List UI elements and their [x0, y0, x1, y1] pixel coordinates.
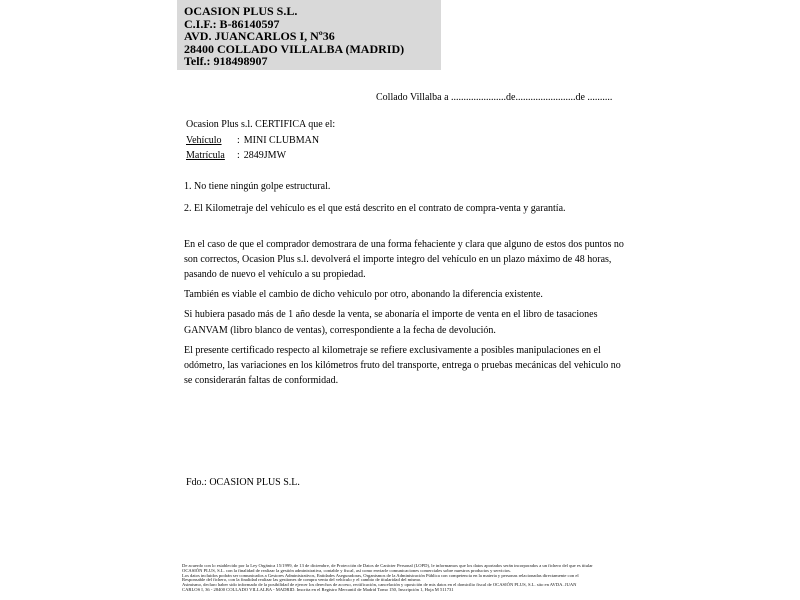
- certification-block: [186, 117, 335, 164]
- numbered-points: [184, 179, 566, 216]
- company-phone: Telf.: 918498907: [184, 54, 268, 69]
- legal-line-2: OCASIÓN PLUS, S.L. con la finalidad de realizar la gestión administrativa, contable y fiscal, así como enviarle comunicaciones comerciales sobre nuestros productos y servicios.: [182, 567, 511, 573]
- vehicle-line: [186, 133, 335, 149]
- company-cif: C.I.F.: B-86140597: [184, 16, 280, 31]
- legal-line-4: Responsable del fichero, con la finalidad realizar las gestiones de compra venta del vehículo y el cambio de titularidad del mismo.: [182, 577, 422, 583]
- paragraph-exchange: También es viable el cambio de dicho vehiculo por otro, abonando la diferencia existente.: [184, 289, 543, 301]
- paragraph-odometer: El presente certificado respecto al kilometraje se refiere exclusivamente a posibles manipulaciones en el odómetro, las variaciones en los kilómetros fruto del transporte, entrega o pruebas mecánicas del vehiculo no se considerarán faltas de conformidad.: [184, 344, 621, 387]
- plate-value: 2849JMW: [243, 150, 287, 161]
- legal-line-3: Los datos incluidos podrán ser comunicados a Gestores Administrativos, Entidades Aseguradoras, Organismos de la Administración Pública con competencia en la materia y personas relacionadas directamente con el: [182, 572, 579, 578]
- legal-line-6: CARLOS I, 36 - 28400 COLLADO VILLALBA - MADRID. Inscrita en el Registro Mercantil de Madrid Tomo 150, Inscripción 1, Hoja M 511731: [182, 586, 454, 592]
- company-letterhead-box: [177, 0, 441, 70]
- plate-label: Matrícula: [186, 150, 225, 161]
- legal-fine-print: [182, 564, 642, 593]
- body-paragraphs: [184, 237, 630, 393]
- plate-separator: :: [237, 150, 240, 161]
- vehicle-label: Vehículo: [186, 134, 222, 146]
- legal-line-5: Asimismo, declaro haber sido informado de la posibilidad de ejercer los derechos de acceso, rectificación, cancelación y oposición de mis datos en el domicilio fiscal de OCASIÓN PLUS, S.L. sito en AVDA. JUAN: [182, 582, 577, 587]
- legal-line-1: De acuerdo con lo establecido por la Ley Orgánica 15/1999, de 13 de diciembre, de Protección de Datos de Carácter Personal (LOPD), le informamos que los datos aportados serán incorporados a un fichero del que es titular: [182, 563, 593, 568]
- signature-line: Fdo.: OCASION PLUS S.L.: [186, 477, 300, 488]
- company-city: 28400 COLLADO VILLALBA (MADRID): [184, 41, 405, 56]
- company-name: OCASION PLUS S.L.: [184, 4, 298, 18]
- vehicle-value: MINI CLUBMAN: [243, 134, 320, 146]
- plate-line: [186, 148, 335, 164]
- point-2: 2. El Kilometraje del vehículo es el que está descrito en el contrato de compra-venta y garantía.: [184, 203, 566, 214]
- date-line: Collado Villalba a ......................de........................de ..........: [376, 92, 613, 103]
- point-1: 1. No tiene ningún golpe estructural.: [184, 181, 331, 192]
- certifies-heading: Ocasion Plus s.l. CERTIFICA que el:: [186, 119, 336, 130]
- paragraph-ganvam: Si hubiera pasado más de 1 año desde la venta, se abonaría el importe de venta en el libro de tasaciones GANVAM (libro blanco de ventas), correspondiente a la fecha de devolución.: [184, 309, 598, 336]
- paragraph-refund: En el caso de que el comprador demostrara de una forma fehaciente y clara que alguno de estos dos puntos no son correctos, Ocasion Plus s.l. devolverá el importe integro del vehículo en un plazo máximo de 48 horas, pasando de nuevo el vehículo a su propiedad.: [184, 239, 624, 281]
- company-address: AVD. JUANCARLOS I, Nº36: [184, 29, 335, 44]
- vehicle-separator: :: [237, 134, 240, 146]
